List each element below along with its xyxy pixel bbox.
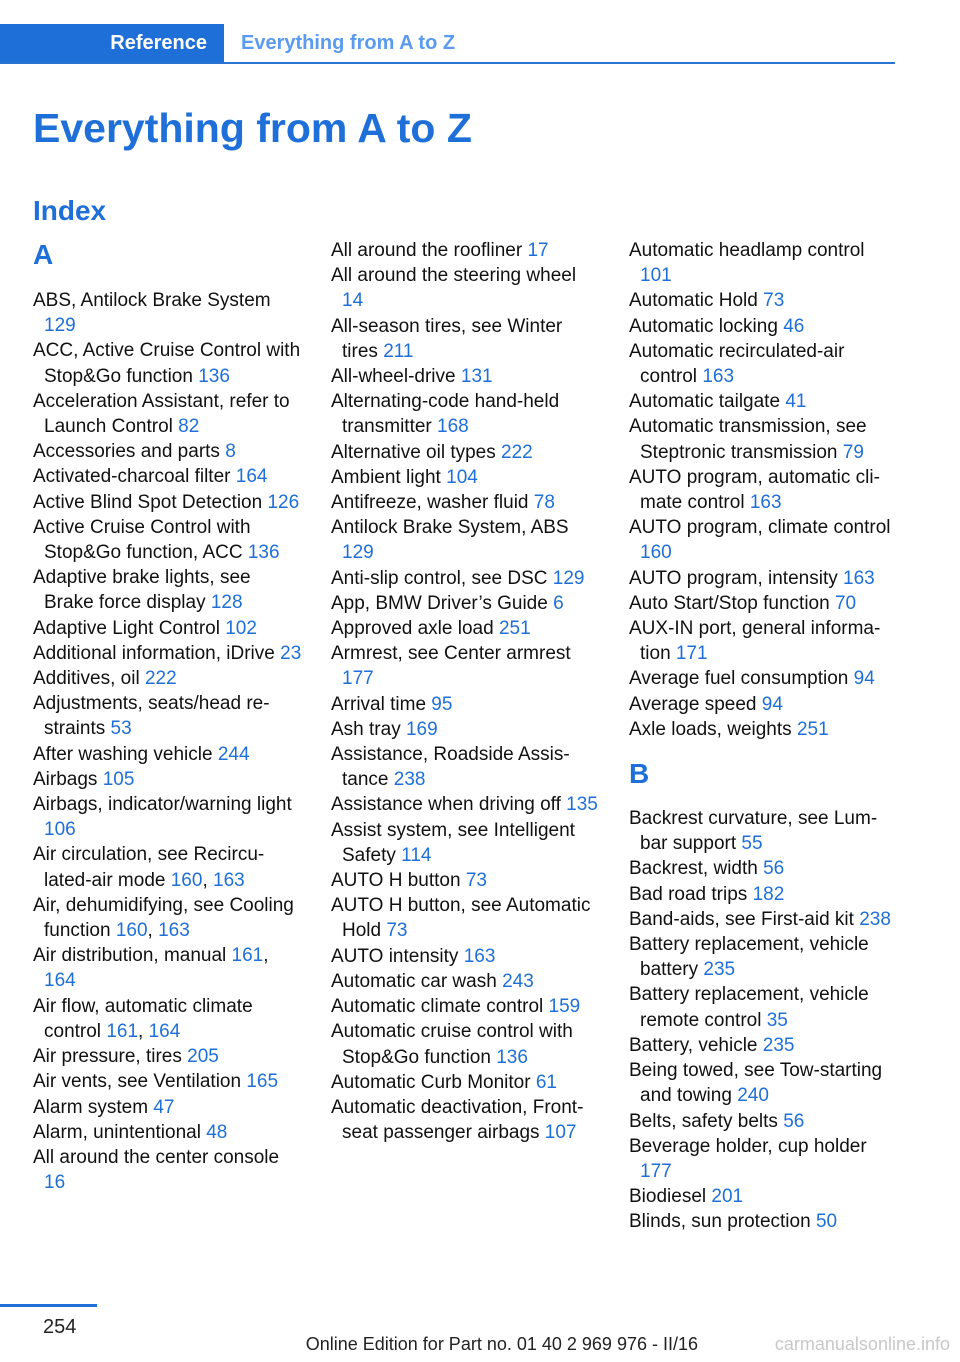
page-reference-link[interactable]: 235: [762, 1034, 795, 1056]
index-entry: [629, 566, 897, 591]
page-reference-link[interactable]: 244: [217, 743, 250, 765]
index-entry: [629, 1184, 897, 1209]
index-entry-text: Additional information, iDrive: [33, 642, 275, 664]
index-entry: [331, 1070, 601, 1095]
index-entry: [331, 515, 601, 565]
index-entry: Air, dehumidifying, see Cooling function 160, 163: [33, 894, 294, 942]
index-entry: [629, 717, 897, 742]
index-entry-text: Backrest, width: [629, 858, 758, 880]
page-reference-link[interactable]: 159: [548, 996, 581, 1018]
index-entry: [629, 1109, 897, 1134]
index-entry: [331, 490, 601, 515]
index-entry-text: Average fuel consumption: [629, 668, 849, 690]
edition-note: Online Edition for Part no. 01 40 2 969 976 - II/16: [305, 1334, 698, 1354]
page-reference-link[interactable]: 161: [106, 1020, 139, 1042]
page-reference-link[interactable]: 94: [761, 693, 783, 715]
page-reference-link[interactable]: 160: [170, 869, 203, 891]
index-entry-text: Assist system, see Intelligent Safety: [331, 819, 575, 866]
page-reference-link[interactable]: 53: [110, 718, 132, 740]
index-entry-text: Automatic transmission, see Steptronic transmission: [629, 416, 867, 463]
page-reference-link[interactable]: 243: [502, 970, 534, 992]
index-entry-text: All around the roofliner: [331, 240, 523, 261]
page-reference-link[interactable]: 126: [267, 491, 300, 513]
index-entry-text: ABS, Antilock Brake System: [33, 290, 271, 311]
index-column-2: [331, 238, 601, 1145]
index-entry-text: Battery, vehicle: [629, 1034, 758, 1056]
page-reference-link[interactable]: 211: [383, 340, 414, 362]
page-reference-link[interactable]: 48: [206, 1121, 228, 1143]
page-reference-link[interactable]: 131: [460, 366, 493, 388]
index-entry-text: Bad road trips: [629, 883, 748, 905]
index-entry: [629, 414, 897, 464]
page-reference-link[interactable]: 251: [498, 618, 531, 640]
page-reference-link[interactable]: 164: [235, 466, 268, 488]
index-entry-text: ACC, Active Cruise Control with Stop&Go function: [33, 340, 301, 387]
index-column-3: [629, 238, 897, 1235]
index-entry-text: AUTO H button: [331, 870, 461, 892]
index-entry-text: Alarm system: [33, 1096, 149, 1118]
index-entry-text: Automatic tailgate: [629, 391, 781, 413]
index-entry-text: Air flow, automatic climate control: [33, 995, 253, 1042]
index-entry: [33, 792, 303, 842]
index-letter-b: B: [629, 758, 650, 790]
index-entry-text: Being towed, see Tow-starting and towing: [629, 1060, 883, 1107]
watermark: carmanualsonline.info: [774, 1334, 950, 1354]
index-entry-text: Adaptive brake lights, see Brake force display: [33, 567, 251, 614]
index-entry-text: Alarm, unintentional: [33, 1121, 201, 1143]
index-entry-text: Battery replacement, vehicle remote control: [629, 984, 869, 1031]
index-entry-text: AUTO program, automatic climate control: [629, 466, 880, 514]
index-entry-text: Airbags, indicator/warning light: [33, 794, 292, 816]
index-entry: [331, 742, 601, 792]
page-reference-link[interactable]: 94: [853, 668, 875, 690]
index-entry: [33, 1095, 303, 1120]
index-entry-text: Assistance, Roadside Assistance: [331, 744, 570, 791]
index-entry: [33, 767, 303, 792]
page-reference-link[interactable]: 222: [501, 441, 533, 463]
index-entry: [629, 1033, 897, 1058]
index-entry-text: Armrest, see Center armrest: [331, 643, 571, 665]
index-entry-text: Adaptive Light Control: [33, 617, 220, 639]
index-entry-text: Automatic headlamp control: [629, 240, 865, 261]
index-entry: [331, 944, 601, 969]
index-entry: [629, 1134, 897, 1184]
index-entry-text: AUTO H button, see Automatic Hold: [331, 895, 591, 942]
index-entry: [629, 856, 897, 881]
index-entry: [629, 238, 897, 288]
index-entry: Air circulation, see Recirculated-air mode 160, 163: [33, 844, 265, 891]
page-reference-link[interactable]: 171: [675, 643, 708, 665]
page-reference-link[interactable]: 102: [225, 617, 257, 639]
page-reference-link[interactable]: 163: [843, 567, 875, 589]
index-entry: [629, 982, 897, 1032]
index-entry: [629, 692, 897, 717]
index-entry: [331, 818, 601, 868]
index-entry: [331, 263, 601, 313]
index-entry: [331, 893, 601, 943]
index-heading: Index: [33, 195, 107, 226]
page-reference-link[interactable]: 78: [533, 492, 555, 514]
index-entry: [331, 1019, 601, 1069]
index-entry: [331, 314, 601, 364]
index-entry: [331, 465, 601, 490]
page-reference-link[interactable]: 16: [44, 1172, 66, 1194]
index-entry: [629, 932, 897, 982]
index-entry: [33, 666, 303, 691]
index-entry-text: Alternative oil types: [331, 441, 496, 463]
index-entry-text: Approved axle load: [331, 618, 494, 640]
page-reference-link[interactable]: 177: [640, 1160, 672, 1182]
index-entry: [331, 969, 601, 994]
page-reference-link[interactable]: 8: [225, 441, 236, 463]
index-entry: [33, 338, 303, 388]
page-reference-link[interactable]: 104: [446, 466, 478, 488]
page-reference-link[interactable]: 73: [386, 920, 408, 942]
page-reference-link[interactable]: 55: [741, 833, 763, 855]
index-entry: [629, 591, 897, 616]
header-title: Everything from A to Z: [241, 32, 456, 54]
index-entry-text: Assistance when driving off: [331, 794, 561, 816]
page-reference-link[interactable]: 205: [187, 1046, 219, 1068]
index-entry: [33, 565, 303, 615]
page-reference-link[interactable]: 135: [566, 794, 598, 816]
page-reference-link[interactable]: 23: [280, 642, 302, 664]
index-entry-text: Additives, oil: [33, 668, 140, 690]
index-entry-text: Automatic Hold: [629, 290, 758, 312]
page-reference-link[interactable]: 70: [834, 592, 857, 614]
page-reference-link[interactable]: 161: [231, 945, 264, 967]
index-entry-text: Automatic deactivation, Front-seat passenger airbags: [331, 1096, 584, 1144]
index-entry: [331, 364, 601, 389]
index-entry-text: Backrest curvature, see Lumbar support: [629, 808, 878, 855]
index-column-1: [33, 238, 303, 1195]
index-entry: [33, 1044, 303, 1069]
index-entry-text: AUTO program, intensity: [629, 567, 838, 589]
index-entry: [33, 464, 303, 489]
index-entry: [629, 1058, 897, 1108]
index-entry-text: Automatic climate control: [331, 996, 544, 1018]
index-entry-text: Air, dehumidifying, see Cooling function: [33, 894, 294, 942]
index-entry-text: Blinds, sun protection: [629, 1211, 811, 1233]
index-entry-text: All around the steering wheel: [331, 265, 577, 287]
page-reference-link[interactable]: 235: [703, 959, 736, 981]
page-reference-link[interactable]: 56: [763, 858, 785, 880]
index-entry: Air flow, automatic climate control 161, 164: [33, 995, 253, 1042]
page-reference-link[interactable]: 17: [527, 240, 549, 261]
index-entry: [331, 616, 601, 641]
index-entry: [331, 692, 601, 717]
page-reference-link[interactable]: 82: [178, 416, 200, 438]
page-reference-link[interactable]: 163: [702, 366, 735, 388]
page-reference-link[interactable]: 168: [437, 416, 469, 438]
index-entry-text: Auto Start/Stop function: [629, 592, 830, 614]
index-entry-text: Active Blind Spot Detection: [33, 491, 263, 513]
index-entry: [629, 515, 897, 565]
page-reference-link[interactable]: 160: [640, 542, 672, 564]
page-reference-link[interactable]: 129: [342, 542, 374, 564]
page-reference-link[interactable]: 129: [44, 315, 76, 337]
index-entry-text: After washing vehicle: [33, 743, 213, 765]
page-reference-link[interactable]: 105: [102, 768, 135, 790]
index-entry-text: Air circulation, see Recirculated-air mode: [33, 844, 265, 891]
index-entry: [33, 742, 303, 767]
page-reference-link[interactable]: 177: [342, 668, 374, 690]
index-entry-text: Automatic Curb Monitor: [331, 1071, 531, 1093]
index-entry-text: AUTO intensity: [331, 945, 459, 967]
index-entry: [33, 1069, 303, 1094]
page-reference-link[interactable]: 6: [553, 592, 564, 614]
page-reference-link[interactable]: 169: [405, 718, 438, 740]
index-entry-text: Axle loads, weights: [629, 718, 792, 740]
index-entry-text: Battery replacement, vehicle battery: [629, 934, 869, 981]
page-reference-link[interactable]: 107: [544, 1122, 577, 1144]
index-entry: [629, 806, 897, 856]
page-reference-link[interactable]: 56: [783, 1110, 805, 1132]
index-entry: [33, 1145, 303, 1195]
index-entry-text: All-wheel-drive: [331, 366, 456, 388]
page-reference-link[interactable]: 41: [785, 391, 807, 413]
page-reference-link[interactable]: 240: [737, 1085, 769, 1107]
page-title: Everything from A to Z: [33, 105, 472, 151]
page-reference-link[interactable]: 73: [465, 870, 487, 892]
index-entry-text: All around the center console: [33, 1146, 280, 1168]
index-entry-text: Accessories and parts: [33, 441, 220, 463]
page-reference-link[interactable]: 101: [640, 265, 672, 287]
page-reference-link[interactable]: 95: [431, 693, 453, 715]
index-entry: [629, 465, 897, 515]
footer-rule: [0, 1304, 97, 1307]
index-entry-text: Airbags: [33, 768, 98, 790]
page-reference-link[interactable]: 47: [153, 1096, 175, 1118]
index-entry-text: Average speed: [629, 693, 757, 715]
page-reference-link[interactable]: 182: [752, 883, 785, 905]
index-entry-text: Automatic recirculated-air control: [629, 340, 845, 388]
page-reference-link[interactable]: 50: [815, 1211, 838, 1233]
index-entry: [331, 717, 601, 742]
page-reference-link[interactable]: 163: [158, 920, 190, 942]
page-reference-link[interactable]: 136: [247, 542, 280, 564]
index-entry: [33, 288, 303, 338]
page-reference-link[interactable]: 129: [552, 567, 585, 589]
index-entry-text: Automatic cruise control with Stop&Go function: [331, 1021, 573, 1068]
index-entry-text: Air pressure, tires: [33, 1046, 182, 1068]
index-entry: [331, 1095, 601, 1145]
index-entry: [331, 566, 601, 591]
index-entry-text: Alternating-code hand-held transmitter: [331, 391, 560, 438]
page-reference-link[interactable]: 114: [401, 844, 432, 866]
index-entry: [33, 691, 303, 741]
index-entry-text: Band-aids, see First-aid kit: [629, 908, 854, 930]
index-entry-text: Biodiesel: [629, 1186, 707, 1208]
index-entry: [331, 641, 601, 691]
index-entry-text: Air vents, see Ventilation: [33, 1071, 242, 1093]
header-section-tab[interactable]: Reference: [0, 24, 224, 62]
index-entry: [33, 616, 303, 641]
page-reference-link[interactable]: 164: [148, 1020, 181, 1042]
index-entry: [629, 389, 897, 414]
index-entry-text: Ambient light: [331, 466, 441, 488]
index-entry-text: Ash tray: [331, 718, 401, 740]
index-entry-text: All-season tires, see Winter tires: [331, 315, 563, 362]
header-bar: [0, 24, 895, 64]
page-reference-link[interactable]: 46: [783, 315, 805, 337]
index-entry: [629, 1209, 897, 1234]
page-reference-link[interactable]: 160: [115, 920, 148, 942]
page-reference-link[interactable]: 163: [213, 869, 245, 891]
index-entry: [629, 314, 897, 339]
index-entry-text: Automatic car wash: [331, 970, 497, 992]
index-entry-text: AUX-IN port, general information: [629, 618, 881, 665]
page-reference-link[interactable]: 163: [463, 945, 496, 967]
index-entry: [33, 515, 303, 565]
index-entry: [331, 389, 601, 439]
index-entry: [331, 440, 601, 465]
index-entry-text: Beverage holder, cup holder: [629, 1135, 867, 1157]
index-entry: [629, 882, 897, 907]
index-entry-text: Automatic locking: [629, 315, 778, 337]
page-reference-link[interactable]: 251: [796, 718, 829, 740]
index-entry-text: Anti-slip control, see DSC: [331, 567, 548, 589]
index-entry: [331, 994, 601, 1019]
index-entry: [331, 868, 601, 893]
page-reference-link[interactable]: 35: [766, 1009, 788, 1031]
page-reference-link[interactable]: 136: [198, 365, 230, 387]
index-entry: [331, 591, 601, 616]
page-reference-link[interactable]: 222: [144, 668, 177, 690]
index-entry-text: AUTO program, climate control: [629, 517, 891, 539]
index-entry-text: Antilock Brake System, ABS: [331, 517, 569, 539]
index-entry: [629, 288, 897, 313]
page-number: 254: [43, 1316, 77, 1338]
index-entry: [629, 907, 897, 932]
index-entry-text: Activated-charcoal filter: [33, 466, 231, 488]
index-letter-a: A: [33, 239, 54, 270]
index-entry: [33, 389, 303, 439]
index-entry-text: Arrival time: [331, 693, 427, 715]
index-entry: [33, 439, 303, 464]
index-entry-text: Belts, safety belts: [629, 1110, 778, 1132]
page-reference-link[interactable]: 163: [749, 492, 782, 514]
page-reference-link[interactable]: 14: [342, 290, 364, 312]
index-entry-text: Adjustments, seats/head restraints: [33, 693, 270, 740]
index-entry: [629, 339, 897, 389]
page-reference-link[interactable]: 165: [246, 1071, 279, 1093]
page-reference-link[interactable]: 61: [535, 1071, 557, 1093]
page-reference-link[interactable]: 238: [393, 769, 426, 791]
page-reference-link[interactable]: 128: [210, 592, 243, 614]
index-entry: [629, 616, 897, 666]
page-reference-link[interactable]: 201: [711, 1186, 744, 1208]
index-entry: [33, 1120, 303, 1145]
index-entry-text: Active Cruise Control with Stop&Go function, ACC: [33, 516, 251, 564]
index-entry-text: Air distribution, manual: [33, 945, 227, 967]
index-entry-text: Acceleration Assistant, refer to Launch Control: [33, 390, 290, 438]
index-entry: [629, 666, 897, 691]
page-reference-link[interactable]: 79: [842, 441, 864, 463]
index-entry-text: App, BMW Driver’s Guide: [331, 592, 548, 614]
page-reference-link[interactable]: 136: [496, 1046, 528, 1068]
index-entry-text: Antifreeze, washer fluid: [331, 492, 529, 514]
page-reference-link[interactable]: 73: [763, 290, 785, 312]
page-reference-link[interactable]: 238: [859, 908, 891, 930]
index-entry: [331, 792, 601, 817]
index-entry: [33, 641, 303, 666]
index-entry: [331, 238, 601, 263]
index-entry: [33, 490, 303, 515]
page-reference-link[interactable]: 164: [44, 970, 76, 992]
page-reference-link[interactable]: 106: [44, 819, 76, 841]
index-entry: Air distribution, manual 161, 164: [33, 945, 269, 992]
